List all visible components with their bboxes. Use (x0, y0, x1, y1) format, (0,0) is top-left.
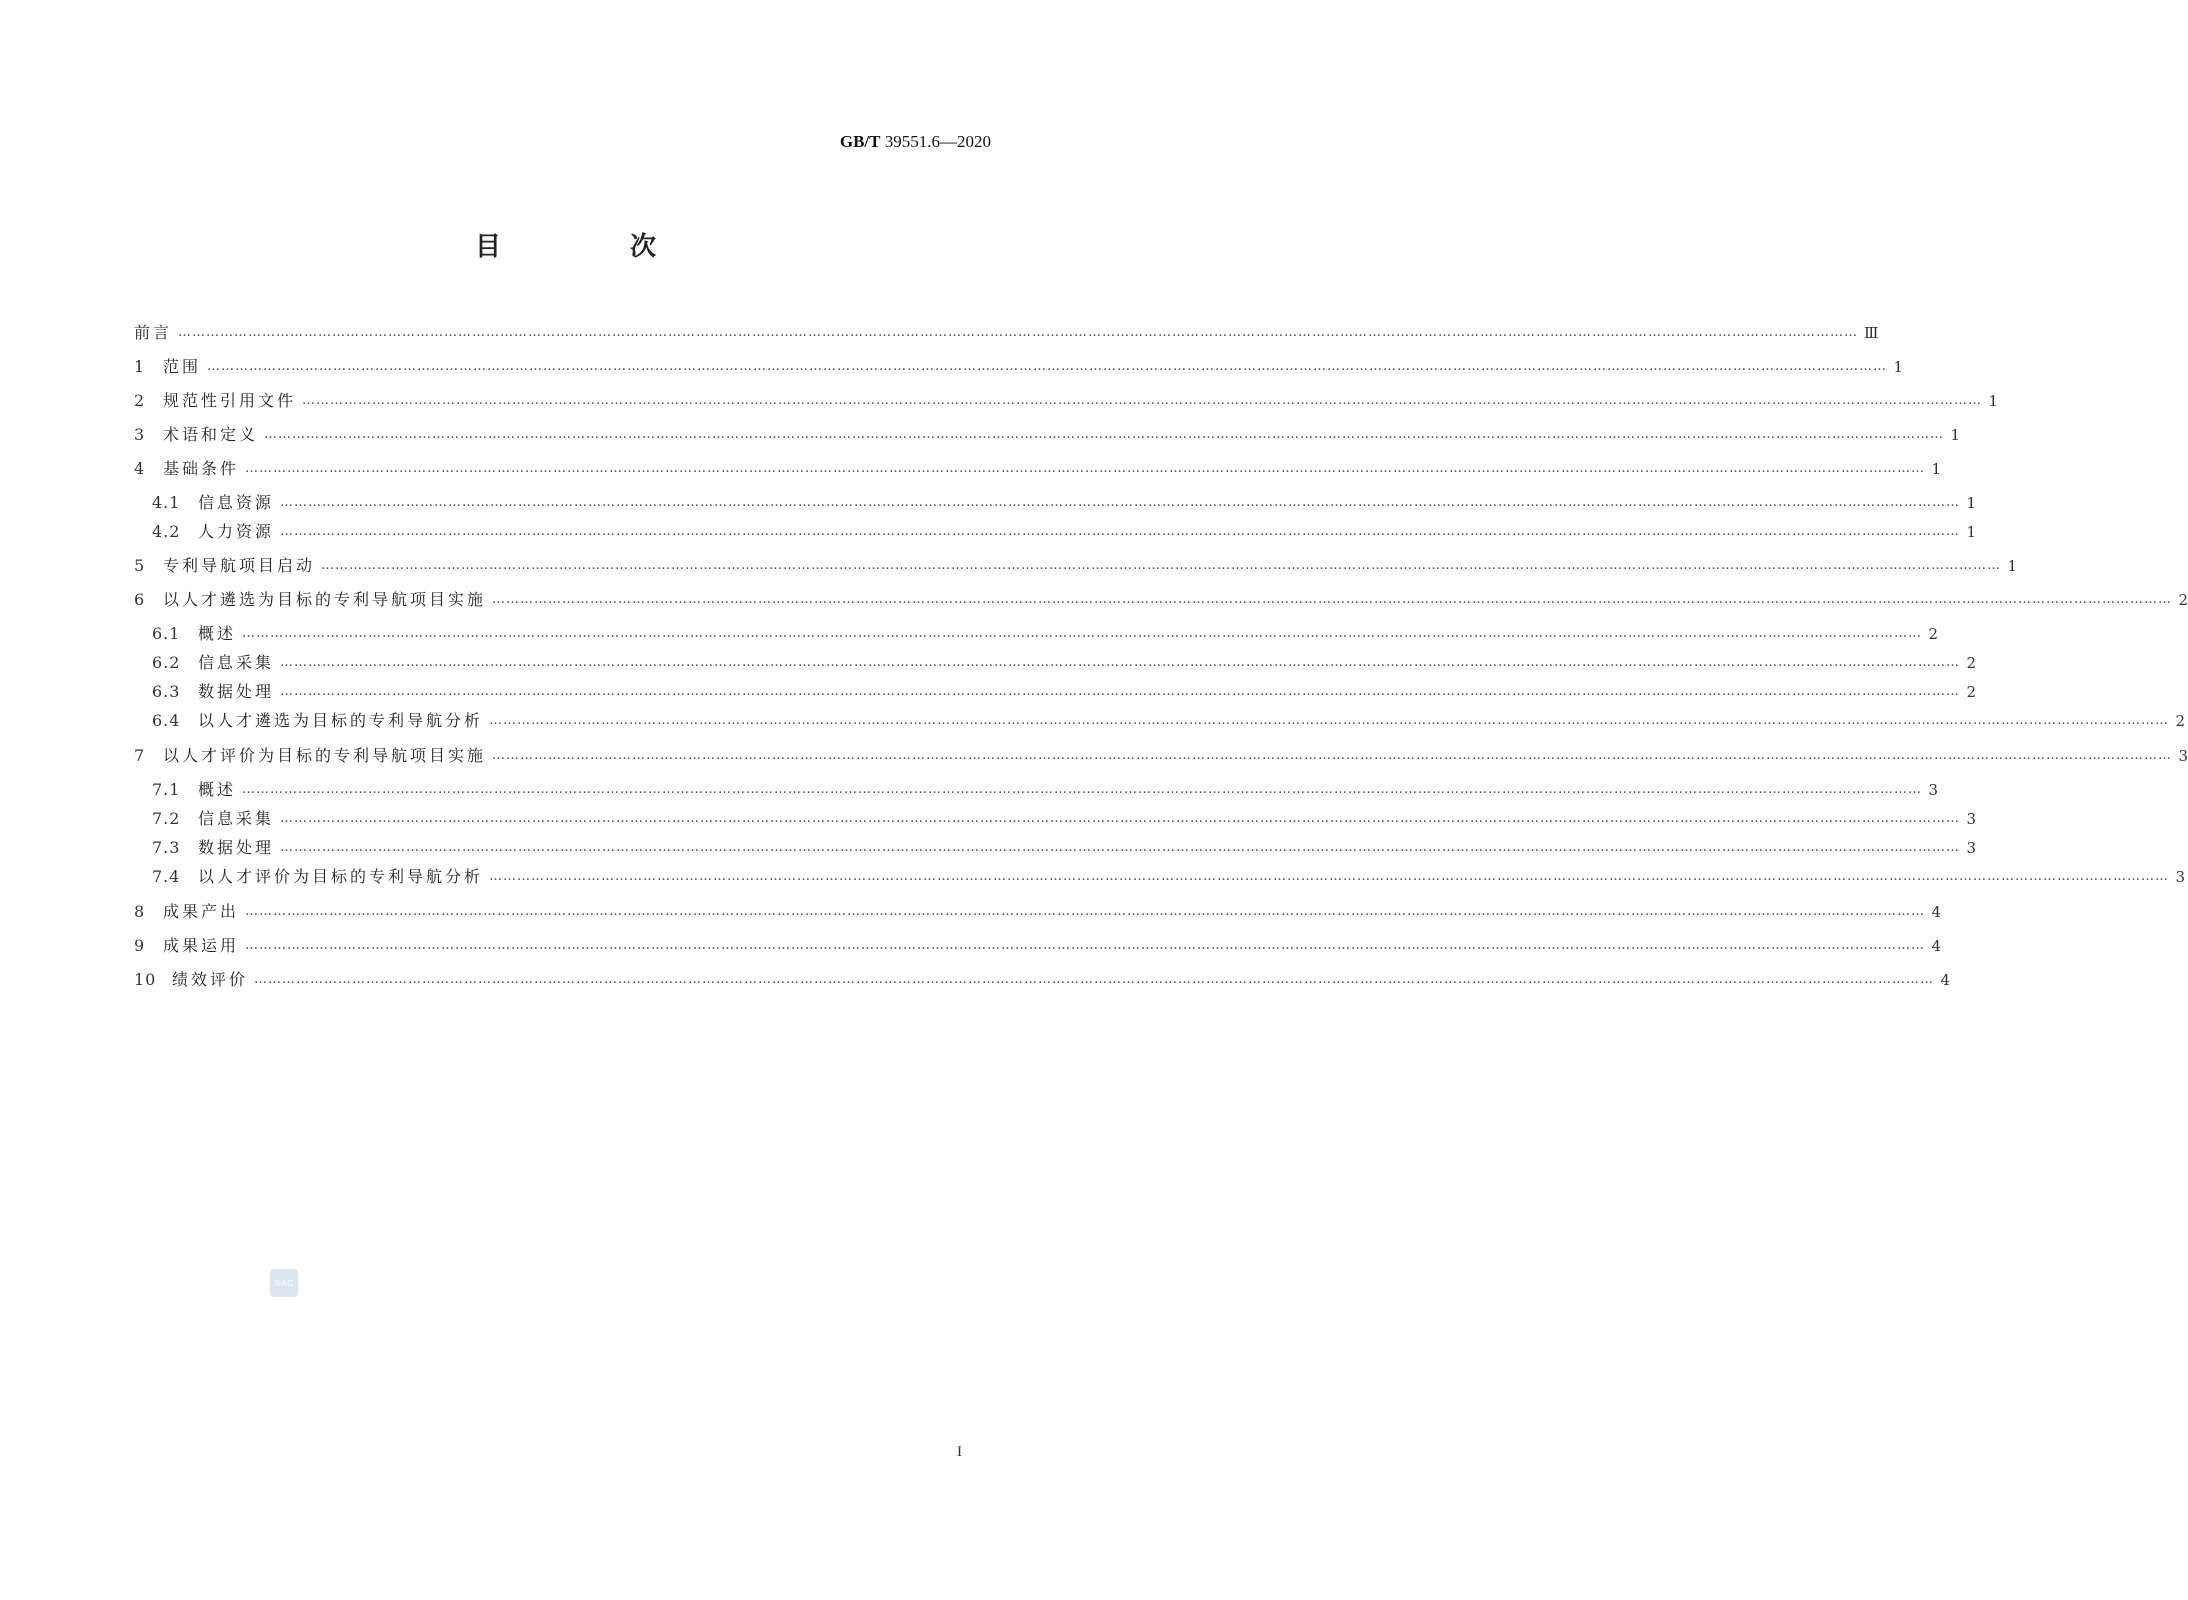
toc-entry-label: 人力资源 (198, 522, 275, 541)
toc-entry-page: 3 (2175, 868, 2186, 886)
toc-entry-page: 2 (1966, 654, 1977, 672)
toc-entry[interactable] (152, 521, 1977, 543)
toc-entry[interactable] (152, 779, 1939, 801)
standard-prefix: GB/T (839, 132, 881, 151)
toc-entry-page: 2 (1966, 683, 1977, 701)
toc-entry-page: 2 (2178, 591, 2188, 609)
toc-leader-dots: ……………………………………………………………………………………………………………………………………………………………………………………………………………………………………………………………………………………………………………………………… (280, 840, 1961, 855)
toc-entry-number: 6.2 (152, 653, 181, 672)
toc-entry-number: 10 (134, 970, 157, 989)
toc-entry[interactable] (152, 710, 2186, 732)
toc-entry-number: 5 (134, 556, 146, 575)
toc-entry-page: 1 (1893, 358, 1904, 376)
toc-entry-number: 9 (134, 936, 146, 955)
toc-leader-dots: ……………………………………………………………………………………………………………………………………………………………………………………………………………………………………………………………………………………………………………………………… (254, 972, 1935, 987)
toc-entry-label: 数据处理 (198, 682, 275, 701)
toc-entry[interactable] (152, 866, 2186, 888)
toc-entry-number: 2 (134, 391, 146, 410)
toc-leader-dots: ……………………………………………………………………………………………………………………………………………………………………………………………………………………………………………………………………………………………………………………………… (492, 748, 2173, 763)
toc-entry-label: 以人才遴选为目标的专利导航分析 (198, 711, 484, 730)
toc-entry-page: 4 (1931, 903, 1942, 921)
toc-entry-number: 6.3 (152, 682, 181, 701)
toc-leader-dots: ……………………………………………………………………………………………………………………………………………………………………………………………………………………………………………………………………………………………………………………………… (489, 713, 2170, 728)
toc-entry[interactable] (152, 837, 1977, 859)
standard-number: 39551.6—2020 (884, 132, 991, 151)
toc-entry[interactable] (134, 969, 1951, 991)
toc-leader-dots: ……………………………………………………………………………………………………………………………………………………………………………………………………………………………………………………………………………………………………………………………… (492, 592, 2173, 607)
toc-entry-page: 2 (1928, 625, 1939, 643)
toc-entry-label: 前言 (134, 323, 173, 342)
toc-entry-number: 7.1 (152, 780, 181, 799)
sac-watermark-logo: SAC (270, 1269, 298, 1297)
toc-leader-dots: ……………………………………………………………………………………………………………………………………………………………………………………………………………………………………………………………………………………………………………………………… (302, 393, 1983, 408)
toc-entry-page: 1 (1966, 523, 1977, 541)
toc-entry-number: 7.3 (152, 838, 181, 857)
toc-entry-number: 6.4 (152, 711, 181, 730)
toc-entry-page: 2 (2175, 712, 2186, 730)
toc-entry-number: 6 (134, 590, 146, 609)
toc-entry-label: 以人才评价为目标的专利导航分析 (198, 867, 484, 886)
toc-entry[interactable] (152, 808, 1977, 830)
toc-leader-dots: ……………………………………………………………………………………………………………………………………………………………………………………………………………………………………………………………………………………………………………………………… (264, 427, 1945, 442)
toc-leader-dots: ……………………………………………………………………………………………………………………………………………………………………………………………………………………………………………………………………………………………………………………………… (245, 904, 1926, 919)
toc-entry-label: 规范性引用文件 (163, 391, 297, 410)
toc-entry[interactable] (134, 555, 2018, 577)
page-title: 目 次 (474, 232, 717, 262)
toc-leader-dots: ……………………………………………………………………………………………………………………………………………………………………………………………………………………………………………………………………………………………………………………………… (280, 811, 1961, 826)
toc-entry[interactable] (134, 935, 1942, 957)
toc-entry-page: 1 (1931, 460, 1942, 478)
toc-entry-label: 以人才评价为目标的专利导航项目实施 (163, 746, 487, 765)
toc-entry-page: 1 (1950, 426, 1961, 444)
toc-leader-dots: ……………………………………………………………………………………………………………………………………………………………………………………………………………………………………………………………………………………………………………………………… (245, 461, 1926, 476)
toc-entry-page: 3 (2178, 747, 2188, 765)
toc-entry-label: 基础条件 (163, 459, 240, 478)
toc-entry-page: 3 (1966, 839, 1977, 857)
toc-entry-number: 8 (134, 902, 146, 921)
toc-entry[interactable] (134, 356, 1904, 378)
toc-entry-label: 范围 (163, 357, 202, 376)
toc-entry[interactable] (134, 745, 2188, 767)
toc-leader-dots: ……………………………………………………………………………………………………………………………………………………………………………………………………………………………………………………………………………………………………………………………… (321, 558, 2002, 573)
toc-entry-label: 术语和定义 (163, 425, 259, 444)
toc-leader-dots: ……………………………………………………………………………………………………………………………………………………………………………………………………………………………………………………………………………………………………………………………… (489, 869, 2170, 884)
toc-entry-page: 3 (1966, 810, 1977, 828)
toc-entry-number: 7.4 (152, 867, 181, 886)
toc-entry[interactable] (152, 492, 1977, 514)
toc-entry[interactable] (134, 458, 1942, 480)
toc-entry-page: 4 (1940, 971, 1951, 989)
toc-entry[interactable] (152, 623, 1939, 645)
toc-entry-label: 信息资源 (198, 493, 275, 512)
toc-entry-page: 3 (1928, 781, 1939, 799)
toc-entry-page: 1 (2007, 557, 2018, 575)
toc-leader-dots: ……………………………………………………………………………………………………………………………………………………………………………………………………………………………………………………………………………………………………………………………… (245, 938, 1926, 953)
toc-entry-page: Ⅲ (1864, 324, 1879, 342)
footer-page-number: I (957, 1444, 962, 1460)
toc-entry-number: 4.2 (152, 522, 181, 541)
toc-entry-label: 概述 (198, 780, 237, 799)
standard-code (840, 132, 991, 152)
toc-leader-dots: ……………………………………………………………………………………………………………………………………………………………………………………………………………………………………………………………………………………………………………………………… (178, 325, 1859, 340)
toc-leader-dots: ……………………………………………………………………………………………………………………………………………………………………………………………………………………………………………………………………………………………………………………………… (280, 684, 1961, 699)
toc-leader-dots: ……………………………………………………………………………………………………………………………………………………………………………………………………………………………………………………………………………………………………………………………… (207, 359, 1888, 374)
toc-entry[interactable] (152, 652, 1977, 674)
toc-entry-label: 专利导航项目启动 (163, 556, 316, 575)
toc-entry-label: 成果运用 (163, 936, 240, 955)
toc-leader-dots: ……………………………………………………………………………………………………………………………………………………………………………………………………………………………………………………………………………………………………………………………… (242, 626, 1923, 641)
toc-entry-number: 7.2 (152, 809, 181, 828)
toc-leader-dots: ……………………………………………………………………………………………………………………………………………………………………………………………………………………………………………………………………………………………………………………………… (242, 782, 1923, 797)
toc-entry-label: 成果产出 (163, 902, 240, 921)
toc-entry-number: 4 (134, 459, 146, 478)
toc-entry-number: 6.1 (152, 624, 181, 643)
toc-entry-label: 绩效评价 (172, 970, 249, 989)
toc-entry-label: 以人才遴选为目标的专利导航项目实施 (163, 590, 487, 609)
toc-entry-page: 1 (1966, 494, 1977, 512)
toc-entry-number: 1 (134, 357, 146, 376)
toc-entry[interactable] (152, 681, 1977, 703)
toc-entry-number: 7 (134, 746, 146, 765)
toc-entry[interactable] (134, 390, 1999, 412)
toc-entry[interactable] (134, 424, 1961, 446)
toc-entry-page: 1 (1988, 392, 1999, 410)
toc-entry[interactable] (134, 901, 1942, 923)
toc-entry-label: 数据处理 (198, 838, 275, 857)
toc-leader-dots: ……………………………………………………………………………………………………………………………………………………………………………………………………………………………………………………………………………………………………………………………… (280, 655, 1961, 670)
toc-leader-dots: ……………………………………………………………………………………………………………………………………………………………………………………………………………………………………………………………………………………………………………………………… (280, 524, 1961, 539)
toc-entry[interactable] (134, 589, 2188, 611)
toc-entry-number: 4.1 (152, 493, 181, 512)
toc-entry-number: 3 (134, 425, 146, 444)
toc-entry[interactable] (134, 322, 1879, 344)
toc-entry-page: 4 (1931, 937, 1942, 955)
toc-leader-dots: ……………………………………………………………………………………………………………………………………………………………………………………………………………………………………………………………………………………………………………………………… (280, 495, 1961, 510)
toc-entry-label: 信息采集 (198, 809, 275, 828)
toc-entry-label: 概述 (198, 624, 237, 643)
toc-entry-label: 信息采集 (198, 653, 275, 672)
